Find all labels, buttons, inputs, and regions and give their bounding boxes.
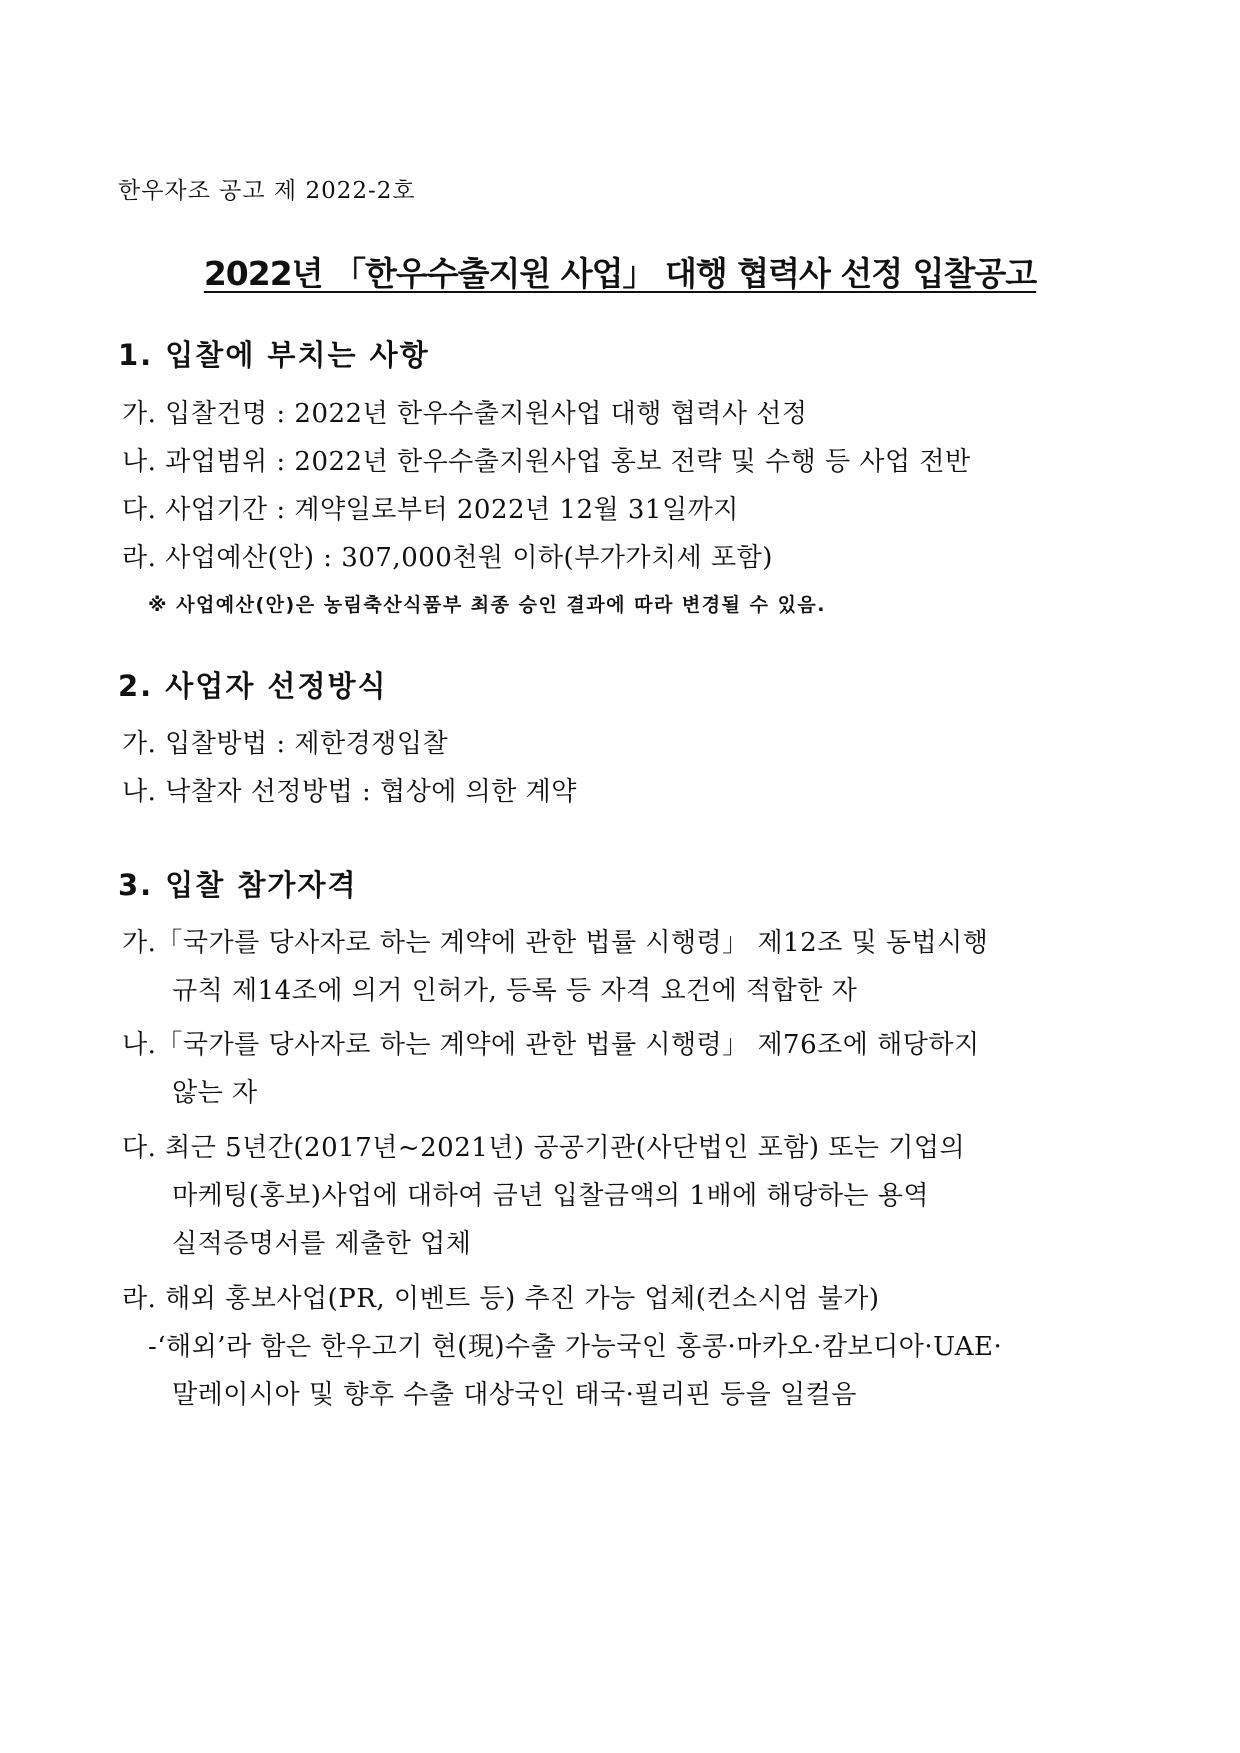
section-1-item-d: 라. 사업예산(안) : 307,000천원 이하(부가가치세 포함) (122, 543, 773, 573)
section-3-item-d-line1: 라. 해외 홍보사업(PR, 이벤트 등) 추진 가능 업체(컨소시엄 불가) (122, 1284, 880, 1314)
section-2-item-a: 가. 입찰방법 : 제한경쟁입찰 (122, 729, 449, 759)
section-3-item-c-line1: 다. 최근 5년간(2017년~2021년) 공공기관(사단법인 포함) 또는 기업의 (122, 1133, 966, 1163)
section-1-item-a: 가. 입찰건명 : 2022년 한우수출지원사업 대행 협력사 선정 (122, 399, 808, 429)
section-3-item-a-line2: 규칙 제14조에 의거 인허가, 등록 등 자격 요건에 적합한 자 (172, 976, 858, 1006)
section-1-item-b: 나. 과업범위 : 2022년 한우수출지원사업 홍보 전략 및 수행 등 사업 전반 (122, 447, 971, 477)
document-title-text: 2022년 「한우수출지원 사업」 대행 협력사 선정 입찰공고 (203, 254, 1037, 293)
section-2-heading: 2. 사업자 선정방식 (118, 669, 388, 703)
section-3-item-d-sub1: -‘해외’라 함은 한우고기 현(現)수출 가능국인 홍콩·마카오·캄보디아·UAE· (148, 1332, 1003, 1362)
section-1-item-c: 다. 사업기간 : 계약일로부터 2022년 12월 31일까지 (122, 495, 739, 525)
section-3-item-a-line1: 가.「국가를 당사자로 하는 계약에 관한 법률 시행령」 제12조 및 동법시행 (122, 928, 989, 958)
section-3-item-c-line3: 실적증명서를 제출한 업체 (172, 1229, 472, 1259)
section-3-item-d-sub2: 말레이시아 및 향후 수출 대상국인 태국·필리핀 등을 일컬음 (172, 1380, 857, 1410)
section-3-item-c-line2: 마케팅(홍보)사업에 대하여 금년 입찰금액의 1배에 해당하는 용역 (172, 1181, 929, 1211)
section-3-heading: 3. 입찰 참가자격 (118, 868, 358, 902)
section-1-heading: 1. 입찰에 부치는 사항 (118, 338, 430, 372)
section-3-item-b-line1: 나.「국가를 당사자로 하는 계약에 관한 법률 시행령」 제76조에 해당하지 (122, 1030, 980, 1060)
section-2-item-b: 나. 낙찰자 선정방법 : 협상에 의한 계약 (122, 777, 577, 807)
section-3-item-b-line2: 않는 자 (172, 1078, 258, 1108)
document-title (0, 248, 1240, 295)
notice-number: 한우자조 공고 제 2022-2호 (118, 178, 416, 204)
budget-note: ※ 사업예산(안)은 농림축산식품부 최종 승인 결과에 따라 변경될 수 있음. (148, 594, 827, 616)
